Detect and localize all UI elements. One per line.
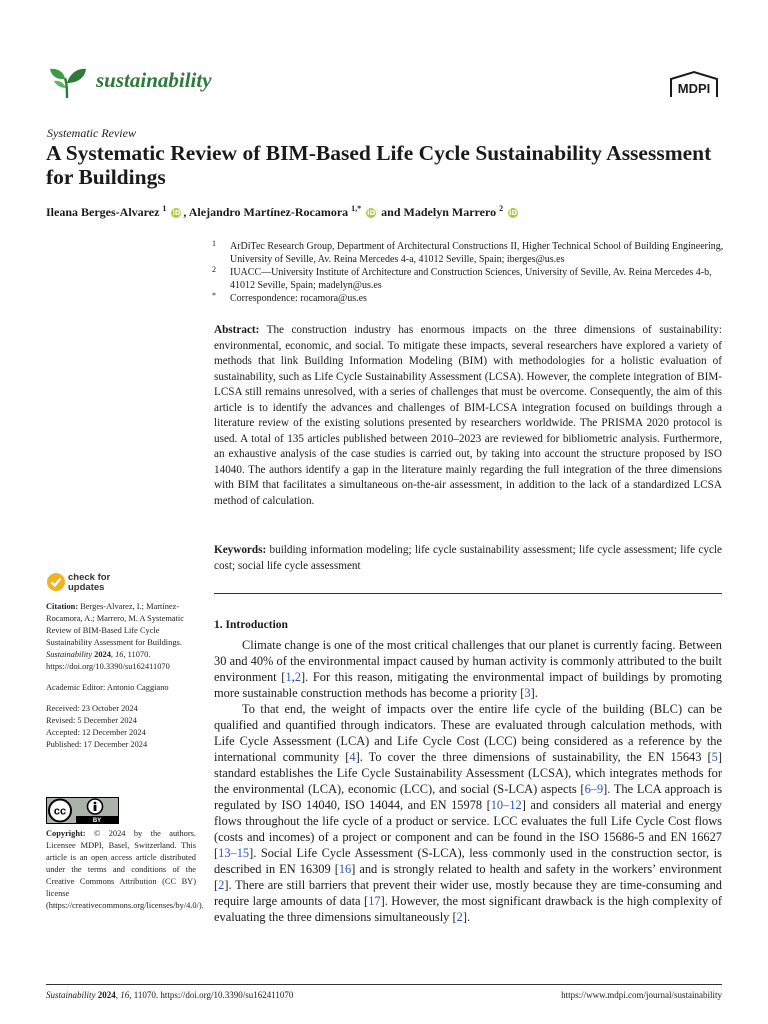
reference-link[interactable]: 4: [349, 750, 356, 764]
reference-link[interactable]: 10–12: [490, 798, 522, 812]
keywords: [214, 543, 722, 574]
date-accepted: Accepted: 12 December 2024: [46, 728, 146, 737]
reference-link[interactable]: 17: [368, 894, 381, 908]
date-revised: Revised: 5 December 2024: [46, 716, 137, 725]
body-text: To that end, the weight of impacts over the entire life cycle of the building (BLC) can be qualified and quantified through indicators. These are evaluated through calculation methods, with Life Cycle Assessment (LCA) and Life Cycle Cost (LCC) being considered as a reference by the international community [: [214, 702, 722, 764]
article-info-sidebar: [46, 601, 196, 751]
affiliation-mark: 2: [212, 265, 216, 274]
reference-link[interactable]: 13–15: [218, 846, 250, 860]
author-affil-mark: 2: [499, 204, 504, 213]
check-for-updates-label[interactable]: check for updates: [68, 572, 111, 593]
reference-link[interactable]: 3: [524, 686, 531, 700]
abstract: [214, 323, 722, 509]
footer-journal-url[interactable]: https://www.mdpi.com/journal/sustainability: [561, 990, 722, 1000]
body-text: ] standard establishes the Life Cycle Sustainability Assessment (LCSA), which integrates methods for the environmental (LCA), economic (LCC), and social (S-LCA) aspects [: [214, 750, 722, 796]
reference-link[interactable]: 2: [218, 878, 225, 892]
author-affil-mark: 1: [162, 204, 167, 213]
section-heading: 1. Introduction: [214, 619, 288, 631]
affiliation-text: Correspondence: rocamora@us.es: [230, 293, 367, 304]
orcid-icon[interactable]: iD: [172, 209, 181, 217]
body-text: ].: [530, 686, 538, 700]
affiliation-mark: *: [212, 291, 216, 300]
affiliation-mark: 1: [212, 239, 216, 248]
body-text: ]. To cover the three dimensions of sustainability, the EN 15643 [: [355, 750, 712, 764]
footer-citation: Sustainability 2024, 16, 11070. https://doi.org/10.3390/su162411070: [46, 990, 294, 1000]
author-name[interactable]: Ileana Berges-Alvarez: [46, 205, 160, 219]
mdpi-logo-icon: [668, 70, 720, 98]
body-text: ]. However, the most significant drawback is the high complexity of evaluating the three dimensions simultaneously [: [214, 894, 722, 924]
affiliation-text: IUACC—University Institute of Architecture and Construction Sciences, University of Seville, Av. Reina Mercedes 4-b, 41012 Seville, Spain; madelyn@us.es: [230, 267, 712, 291]
body-paragraph: [214, 701, 722, 925]
body-text: ]. For this reason, mitigating the environmental impact of buildings by promoting more sustainable construction methods has become a priority [: [214, 670, 722, 700]
cc-by-text: BY: [92, 818, 102, 824]
academic-editor: Academic Editor: Antonio Caggiano: [46, 683, 169, 692]
body-text: ].: [462, 910, 471, 924]
body-paragraph: [214, 637, 722, 701]
body-text: Climate change is one of the most critical challenges that our planet is currently facing. Between 30 and 40% of the environmental impact caused by human activity is commonly attributed to the built environment [: [214, 638, 722, 684]
citation: Citation: Berges-Alvarez, I.; Martínez-Rocamora, A.; Marrero, M. A Systematic Review of BIM-Based Life Cycle Sustainability Assessment for Buildings. Sustainability 2024, 16, 11070. https://doi.org/10.3390/su162411070: [46, 602, 184, 671]
article-type: Systematic Review: [47, 126, 136, 140]
affiliations: [212, 240, 724, 305]
reference-link[interactable]: 2: [456, 910, 463, 924]
introduction-body: [214, 637, 722, 925]
abstract-label: Abstract:: [214, 324, 260, 336]
keywords-text: building information modeling; life cycle sustainability assessment; life cycle assessment; life cycle cost; social life cycle assessment: [214, 544, 723, 572]
affiliation-item: [212, 292, 724, 305]
journal-name: sustainability: [96, 68, 212, 92]
affiliation-text: ArDiTec Research Group, Department of Architectural Constructions II, Higher Technical School of Building Engineering, University of Seville, Av. Reina Mercedes 4-a, 41012 Seville, Spain; iberges@us.es: [230, 241, 724, 265]
body-text: ]. The LCA approach is regulated by ISO 14040, ISO 14044, and EN 15978 [: [214, 782, 723, 812]
affiliation-item: [212, 240, 724, 266]
body-text: ,: [291, 670, 295, 684]
reference-link[interactable]: 5: [711, 750, 718, 764]
body-text: ]. Social Life Cycle Assessment (S-LCA), less commonly used in the construction sector, is described in EN 16309 [: [214, 846, 722, 876]
date-published: Published: 17 December 2024: [46, 740, 148, 749]
cc-by-license-icon[interactable]: [46, 797, 119, 824]
sustainability-leaf-logo-icon: [48, 64, 88, 100]
orcid-icon[interactable]: iD: [367, 209, 376, 217]
article-title: A Systematic Review of BIM-Based Life Cycle Sustainability Assessment for Buildings: [46, 141, 712, 189]
author-name[interactable]: Alejandro Martínez-Rocamora: [188, 205, 349, 219]
reference-link[interactable]: 6–9: [584, 782, 604, 796]
reference-link[interactable]: 2: [294, 670, 301, 684]
date-received: Received: 23 October 2024: [46, 704, 138, 713]
author-list: Ileana Berges-Alvarez $^1$ iD , Alejandro Martínez-Rocamora $^{1,*}$ iD and Madelyn Marrero $^2$ iD: [46, 204, 518, 219]
affiliation-item: [212, 266, 724, 292]
body-text: ] and considers all material and energy flows throughout the life cycle of a product or service. LCC evaluates the full Life Cycle Cost flows (costs and incomes) of a project or component and can be found in the ISO 15686-5 and EN 16627 [: [214, 798, 722, 860]
divider: [214, 593, 722, 594]
footer-divider: [46, 984, 722, 985]
abstract-text: The construction industry has enormous impacts on the three dimensions of sustainability: environmental, economic, and social. To mitigate these impacts, several researchers have explored a variety of methods that link Building Information Modeling (BIM) with methodologies for a holistic evaluation of sustainability, such as Life Cycle Sustainability Assessment (LCSA). However, the complete integration of BIM-LCSA still remains unresolved, with a series of challenges that must be overcome. Consequently, the aim of this article is to identify the advances and challenges of BIM-LCSA integration focused on buildings through a literature review of the existing solutions presented by researchers worldwide. The PRISMA 2020 protocol is used. A total of 135 articles published between 2010–2023 are reviewed for bibliometric analysis. Furthermore, an exhaustive analysis of the case studies is carried out, by taking into account the structure proposed by ISO 14040. The authors identify a gap in the literature mainly regarding the full integration of the three dimensions with BIM that facilitates a simultaneous on-the-air assessment, in addition to the lack of a standardized LCSA method of calculation.: [214, 324, 722, 507]
body-text: ] and is strongly related to health and safety in the workers’ environment [: [214, 862, 722, 892]
author-name[interactable]: Madelyn Marrero: [403, 205, 497, 219]
svg-text:cc: cc: [53, 805, 67, 818]
body-text: ]. There are still barriers that prevent their wider use, mostly because they are time-consuming and require large amounts of data [: [214, 878, 722, 908]
mdpi-logo-text: MDPI: [677, 81, 711, 96]
reference-link[interactable]: 1: [285, 670, 292, 684]
orcid-icon[interactable]: iD: [508, 209, 518, 217]
copyright-notice: Copyright: © 2024 by the authors. Licensee MDPI, Basel, Switzerland. This article is an open access article distributed under the terms and conditions of the Creative Commons Attribution (CC BY) license (https://creativecommons.org/licenses/by/4.0/).: [46, 829, 204, 910]
check-for-updates-icon[interactable]: [46, 572, 66, 592]
keywords-label: Keywords:: [214, 544, 267, 556]
reference-link[interactable]: 16: [338, 862, 352, 876]
author-affil-mark: 1,*: [351, 204, 362, 213]
